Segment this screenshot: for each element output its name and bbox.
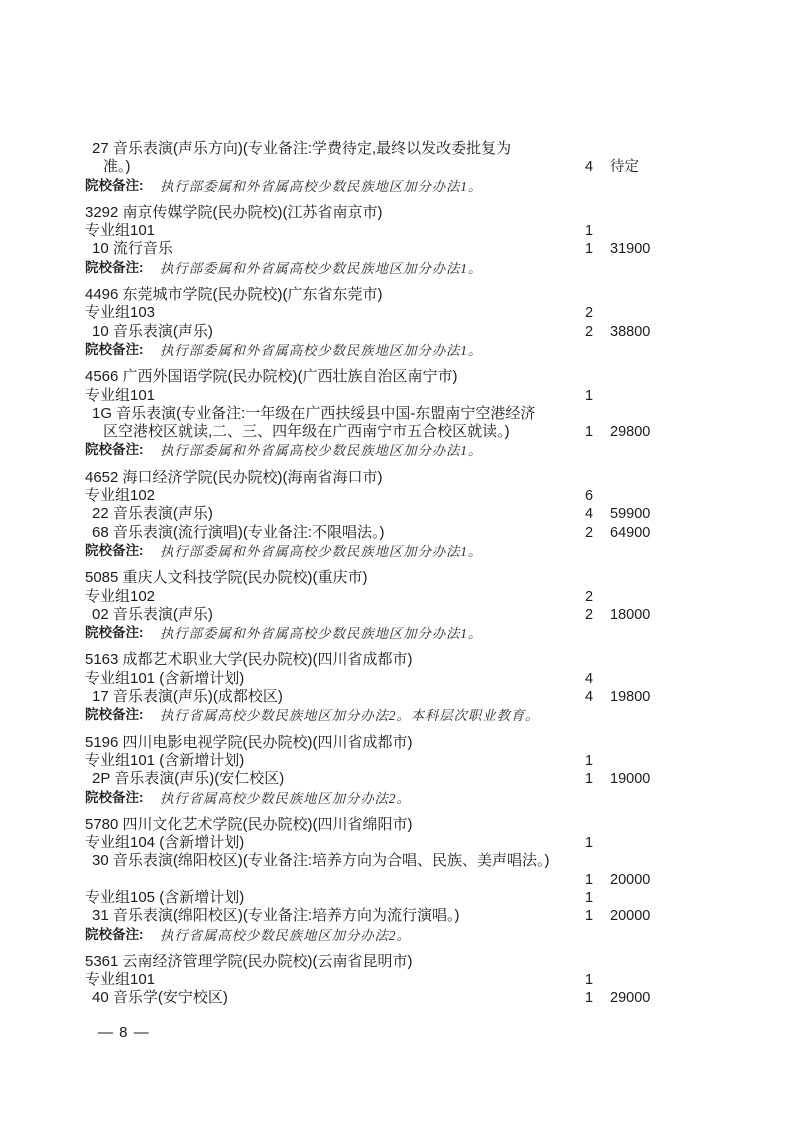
listing-block (0, 469, 793, 560)
listing-block (0, 368, 793, 459)
document-content (0, 140, 793, 1017)
remark-label: 院校备注: (85, 259, 144, 275)
major-group-line (0, 670, 793, 688)
major-name: 27 音乐表演(声乐方向)(专业备注:学费待定,最终以发改委批复为 (92, 140, 512, 157)
school-line (0, 204, 793, 222)
remark-text: 执行部委属和外省属高校少数民族地区加分办法1。 (160, 260, 483, 276)
plan-count: 2 (585, 588, 594, 605)
school-line (0, 734, 793, 752)
major-group-label: 专业组104 (含新增计划) (85, 834, 245, 852)
plan-count: 4 (585, 159, 594, 176)
remark-text: 执行部委属和外省属高校少数民族地区加分办法1。 (160, 443, 483, 459)
school-name: 5085 重庆人文科技学院(民办院校)(重庆市) (85, 569, 368, 587)
remark-line (0, 441, 793, 459)
remark-label: 院校备注: (85, 542, 144, 558)
remark-text: 执行省属高校少数民族地区加分办法2。 (160, 790, 411, 806)
major-name: 22 音乐表演(声乐) (92, 505, 213, 523)
major-line (0, 907, 793, 925)
major-group-label: 专业组102 (85, 587, 156, 605)
major-group-label: 专业组101 (含新增计划) (85, 669, 245, 687)
plan-count: 1 (585, 752, 594, 769)
major-line (0, 524, 793, 542)
plan-count: 1 (585, 889, 594, 906)
plan-count: 1 (585, 835, 594, 852)
major-name-continued: 区空港校区就读,二、三、四年级在广西南宁市五合校区就读。) (103, 423, 510, 441)
plan-count: 1 (585, 972, 594, 989)
major-group-line (0, 834, 793, 852)
major-name: 68 音乐表演(流行演唱)(专业备注:不限唱法。) (92, 523, 385, 541)
tuition-fee: 20000 (610, 908, 651, 925)
remark-text: 执行部委属和外省属高校少数民族地区加分办法1。 (160, 342, 483, 358)
major-name: 30 音乐表演(绵阳校区)(专业备注:培养方向为合唱、民族、美声唱法。) (92, 852, 550, 870)
remark-line (0, 542, 793, 560)
school-line (0, 286, 793, 304)
remark-label: 院校备注: (85, 341, 144, 357)
tuition-fee: 59900 (610, 506, 651, 523)
major-group-line (0, 889, 793, 907)
school-name: 5780 四川文化艺术学院(民办院校)(四川省绵阳市) (85, 815, 413, 833)
major-group-line (0, 304, 793, 322)
plan-count: 1 (585, 223, 594, 240)
tuition-fee: 18000 (610, 606, 651, 623)
major-group-label: 专业组101 (85, 971, 156, 989)
major-line (0, 140, 793, 158)
major-name: 10 音乐表演(声乐) (92, 322, 213, 340)
plan-count: 2 (585, 323, 594, 340)
plan-count: 4 (585, 506, 594, 523)
school-name: 3292 南京传媒学院(民办院校)(江苏省南京市) (85, 203, 383, 221)
school-name: 4566 广西外国语学院(民办院校)(广西壮族自治区南宁市) (85, 368, 458, 386)
school-line (0, 569, 793, 587)
remark-text: 执行省属高校少数民族地区加分办法2。本科层次职业教育。 (160, 708, 540, 724)
plan-count: 4 (585, 689, 594, 706)
major-name: 2P 音乐表演(声乐)(安仁校区) (92, 770, 285, 788)
remark-line (0, 624, 793, 642)
major-line (0, 505, 793, 523)
plan-count: 1 (585, 241, 594, 258)
major-group-label: 专业组102 (85, 487, 156, 505)
major-name-continued: 准。) (103, 158, 131, 176)
values-line (0, 871, 793, 889)
plan-count: 6 (585, 488, 594, 505)
page-number: — 8 — (98, 1024, 150, 1041)
school-name: 5196 四川电影电视学院(民办院校)(四川省成都市) (85, 733, 413, 751)
listing-block (0, 569, 793, 642)
major-line-continued (0, 158, 793, 176)
remark-line (0, 926, 793, 944)
remark-label: 院校备注: (85, 177, 144, 193)
tuition-fee: 29000 (610, 990, 651, 1007)
major-line (0, 405, 793, 423)
school-name: 5163 成都艺术职业大学(民办院校)(四川省成都市) (85, 651, 413, 669)
tuition-fee: 待定 (610, 159, 639, 176)
major-line (0, 770, 793, 788)
major-line (0, 606, 793, 624)
major-name: 1G 音乐表演(专业备注:一年级在广西扶绥县中国-东盟南宁空港经济 (92, 404, 536, 422)
major-group-line (0, 752, 793, 770)
plan-count: 1 (585, 871, 594, 888)
major-name: 10 流行音乐 (92, 240, 173, 258)
remark-label: 院校备注: (85, 707, 144, 723)
major-group-line (0, 588, 793, 606)
tuition-fee: 38800 (610, 323, 651, 340)
major-group-label: 专业组103 (85, 304, 156, 322)
major-group-label: 专业组101 (85, 386, 156, 404)
plan-count: 1 (585, 771, 594, 788)
listing-block (0, 286, 793, 359)
plan-count: 1 (585, 424, 594, 441)
plan-count: 1 (585, 990, 594, 1007)
tuition-fee: 19800 (610, 689, 651, 706)
major-line (0, 323, 793, 341)
major-line (0, 240, 793, 258)
tuition-fee: 29800 (610, 424, 651, 441)
remark-line (0, 706, 793, 724)
listing-block (0, 204, 793, 277)
remark-label: 院校备注: (85, 442, 144, 458)
major-group-label: 专业组105 (含新增计划) (85, 888, 245, 906)
school-line (0, 651, 793, 669)
major-group-line (0, 487, 793, 505)
major-group-label: 专业组101 (含新增计划) (85, 751, 245, 769)
major-group-line (0, 222, 793, 240)
plan-count: 2 (585, 606, 594, 623)
tuition-fee: 19000 (610, 771, 651, 788)
tuition-fee: 20000 (610, 871, 651, 888)
major-name: 40 音乐学(安宁校区) (92, 989, 228, 1007)
major-name: 02 音乐表演(声乐) (92, 605, 213, 623)
plan-count: 2 (585, 305, 594, 322)
school-name: 4652 海口经济学院(民办院校)(海南省海口市) (85, 468, 383, 486)
school-line (0, 816, 793, 834)
tuition-fee: 64900 (610, 524, 651, 541)
school-name: 5361 云南经济管理学院(民办院校)(云南省昆明市) (85, 952, 413, 970)
plan-count: 2 (585, 524, 594, 541)
major-group-line (0, 971, 793, 989)
tuition-fee: 31900 (610, 241, 651, 258)
plan-count: 1 (585, 908, 594, 925)
remark-text: 执行省属高校少数民族地区加分办法2。 (160, 927, 411, 943)
school-line (0, 469, 793, 487)
remark-text: 执行部委属和外省属高校少数民族地区加分办法1。 (160, 178, 483, 194)
major-name: 17 音乐表演(声乐)(成都校区) (92, 688, 283, 706)
school-name: 4496 东莞城市学院(民办院校)(广东省东莞市) (85, 286, 383, 304)
plan-count: 4 (585, 670, 594, 687)
major-line (0, 989, 793, 1007)
school-line (0, 368, 793, 386)
listing-block (0, 953, 793, 1008)
remark-label: 院校备注: (85, 926, 144, 942)
remark-line (0, 341, 793, 359)
major-line-continued (0, 423, 793, 441)
listing-block (0, 651, 793, 724)
major-group-label: 专业组101 (85, 222, 156, 240)
plan-count: 1 (585, 387, 594, 404)
listing-block (0, 140, 793, 195)
remark-text: 执行部委属和外省属高校少数民族地区加分办法1。 (160, 543, 483, 559)
remark-label: 院校备注: (85, 789, 144, 805)
remark-line (0, 177, 793, 195)
listing-block (0, 816, 793, 944)
major-line (0, 688, 793, 706)
remark-line (0, 259, 793, 277)
remark-label: 院校备注: (85, 625, 144, 641)
major-name: 31 音乐表演(绵阳校区)(专业备注:培养方向为流行演唱。) (92, 907, 460, 925)
remark-line (0, 789, 793, 807)
major-group-line (0, 387, 793, 405)
listing-block (0, 734, 793, 807)
remark-text: 执行部委属和外省属高校少数民族地区加分办法1。 (160, 626, 483, 642)
major-line (0, 852, 793, 870)
school-line (0, 953, 793, 971)
